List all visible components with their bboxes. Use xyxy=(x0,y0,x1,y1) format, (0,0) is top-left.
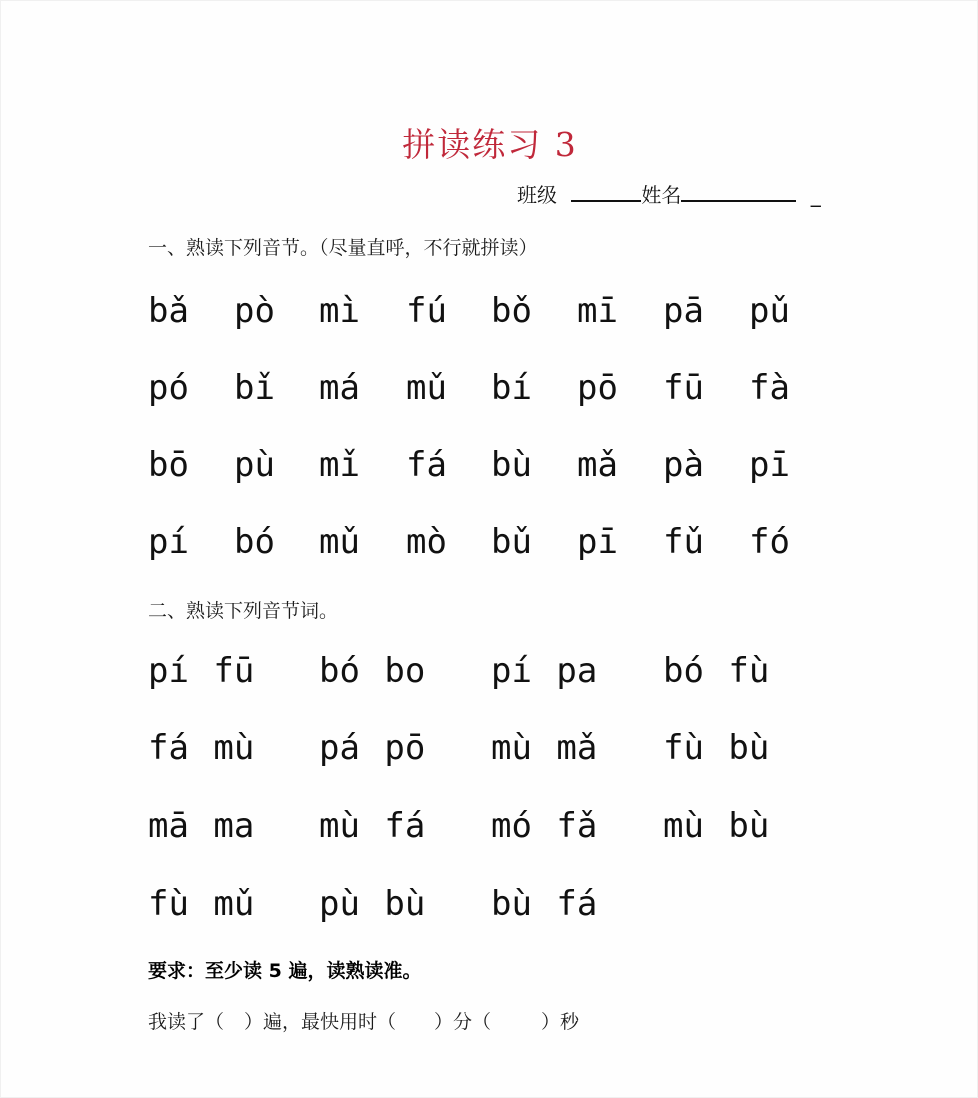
syllable: mǐ xyxy=(319,445,360,485)
syllable: mī xyxy=(577,291,618,331)
syllable: pā xyxy=(663,291,704,331)
syllable: bǔ xyxy=(491,522,532,562)
worksheet-title: 拼读练习 3 xyxy=(402,125,578,164)
syllable: pī xyxy=(577,522,618,562)
syllable: pù xyxy=(234,445,275,485)
syllable: mǔ xyxy=(319,522,360,562)
reading-record-line xyxy=(148,1007,579,1034)
section1-heading: 一、熟读下列音节。（尽量直呼，不行就拼读） xyxy=(148,237,538,259)
pinyin-word: mù bù xyxy=(663,806,770,846)
trailing-mark: _ xyxy=(810,183,821,207)
syllable: bǐ xyxy=(234,368,275,408)
student-info-line xyxy=(517,179,821,208)
pinyin-word: mā ma xyxy=(148,806,255,846)
syllable: pō xyxy=(577,368,618,408)
pinyin-word: bù fá xyxy=(491,884,598,924)
syllable: bǒ xyxy=(491,291,532,331)
syllable: mǔ xyxy=(406,368,447,408)
syllable: mǎ xyxy=(577,445,618,485)
pinyin-word: pí fū xyxy=(148,651,255,691)
record-part3: ）分（ xyxy=(434,1011,492,1033)
syllable: pò xyxy=(234,291,275,331)
syllable: mì xyxy=(319,291,360,331)
syllable: má xyxy=(319,368,360,408)
pinyin-word: mù fá xyxy=(319,806,426,846)
syllable: fú xyxy=(406,291,447,331)
class-blank[interactable] xyxy=(571,182,641,202)
syllable: pà xyxy=(663,445,704,485)
class-label: 班级 xyxy=(517,183,557,207)
syllable: pī xyxy=(749,445,790,485)
name-label: 姓名 xyxy=(641,183,682,207)
syllable: pó xyxy=(148,368,189,408)
record-part1: 我读了（ xyxy=(148,1011,225,1033)
syllable: pǔ xyxy=(749,291,790,331)
syllable: bí xyxy=(491,368,532,408)
pinyin-word: mù mǎ xyxy=(491,728,598,768)
pinyin-word: bó fù xyxy=(663,651,770,691)
pinyin-word: pí pa xyxy=(491,651,598,691)
syllable: bó xyxy=(234,522,275,562)
pinyin-word: mó fǎ xyxy=(491,806,598,846)
syllable: fá xyxy=(406,445,447,485)
pinyin-word: fù mǔ xyxy=(148,884,255,924)
syllable: mò xyxy=(406,522,447,562)
syllable: bō xyxy=(148,445,189,485)
syllable: pí xyxy=(148,522,189,562)
syllable: bǎ xyxy=(148,291,189,331)
syllable: fǔ xyxy=(663,522,704,562)
pinyin-word: bó bo xyxy=(319,651,426,691)
pinyin-word: pù bù xyxy=(319,884,426,924)
syllable: fū xyxy=(663,368,704,408)
syllable: fà xyxy=(749,368,790,408)
reading-requirement: 要求：至少读 5 遍，读熟读准。 xyxy=(148,960,422,982)
pinyin-word: fá mù xyxy=(148,728,255,768)
record-part2: ）遍，最快用时（ xyxy=(244,1011,397,1033)
record-part4: ）秒 xyxy=(541,1011,580,1033)
syllable: fó xyxy=(749,522,790,562)
pinyin-word: pá pō xyxy=(319,728,426,768)
section2-heading: 二、熟读下列音节词。 xyxy=(148,600,339,622)
pinyin-word: fù bù xyxy=(663,728,770,768)
syllable: bù xyxy=(491,445,532,485)
name-blank[interactable] xyxy=(681,182,796,202)
